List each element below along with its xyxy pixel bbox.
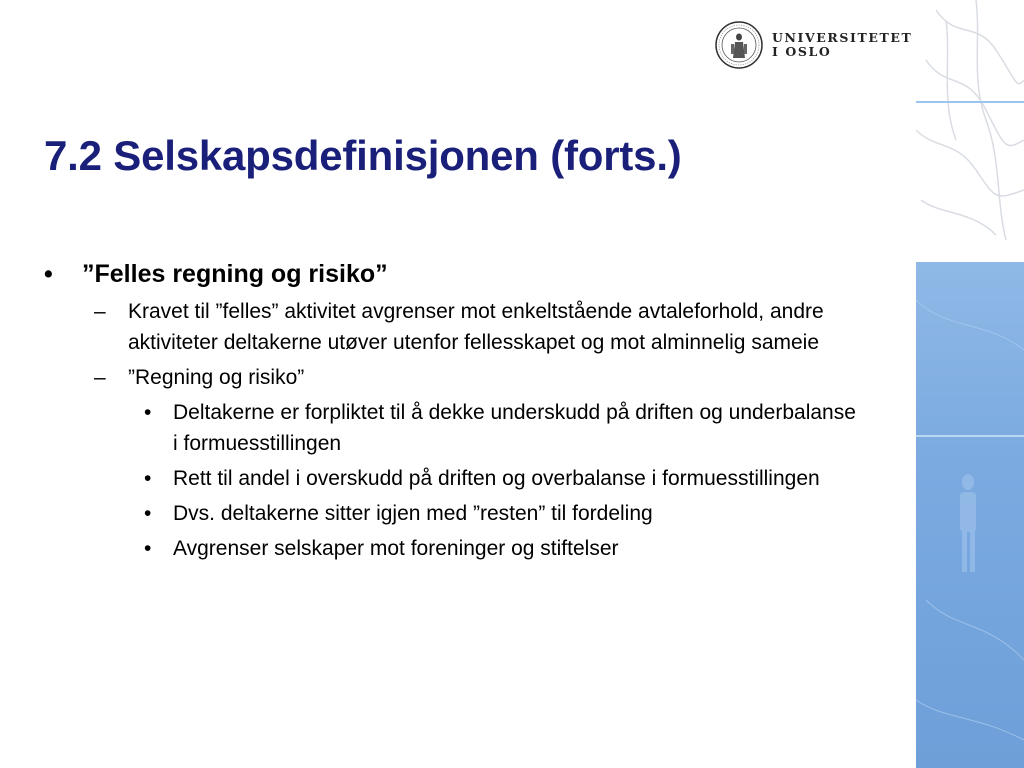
decorative-side-band xyxy=(916,0,1024,768)
sub-sub-bullet-text: Dvs. deltakerne sitter igjen med ”resten” til fordeling xyxy=(173,502,653,525)
slide-title: 7.2 Selskapsdefinisjonen (forts.) xyxy=(44,132,682,179)
bullet-dot-icon: • xyxy=(144,502,152,525)
bullet-dot-icon: • xyxy=(144,537,152,560)
sub-sub-bullet xyxy=(44,397,864,459)
logo-line-1: UNIVERSITETET xyxy=(772,30,913,45)
band-sketch-lines xyxy=(916,0,1024,768)
university-logo xyxy=(714,20,912,70)
bullet-dot-icon: • xyxy=(44,260,53,288)
bullet-dot-icon: • xyxy=(144,401,152,424)
sub-bullet-text: ”Regning og risiko” xyxy=(128,366,305,389)
sub-sub-bullet xyxy=(44,533,864,564)
dash-icon: – xyxy=(94,366,106,389)
university-seal-icon xyxy=(714,20,764,70)
logo-line-2: I OSLO xyxy=(772,44,832,59)
sub-sub-bullet xyxy=(44,463,864,494)
slide-body xyxy=(44,258,904,568)
sub-bullet-text: Kravet til ”felles” aktivitet avgrenser mot enkeltstående avtaleforhold, andre aktiviteter deltakerne utøver utenfor fellesskapet og mot alminnelig sameie xyxy=(128,300,824,354)
sub-sub-bullet-text: Deltakerne er forpliktet til å dekke underskudd på driften og underbalanse i formuesstillingen xyxy=(173,401,856,455)
dash-icon: – xyxy=(94,300,106,323)
sub-sub-bullet-text: Rett til andel i overskudd på driften og overbalanse i formuesstillingen xyxy=(173,467,820,490)
sub-bullet xyxy=(44,362,824,393)
bullet-dot-icon: • xyxy=(144,467,152,490)
bullet-text: ”Felles regning og risiko” xyxy=(82,260,388,288)
sub-sub-bullet xyxy=(44,498,864,529)
bullet-level-1 xyxy=(44,258,904,290)
sub-sub-bullet-text: Avgrenser selskaper mot foreninger og stiftelser xyxy=(173,537,619,560)
sub-bullet xyxy=(44,296,824,358)
